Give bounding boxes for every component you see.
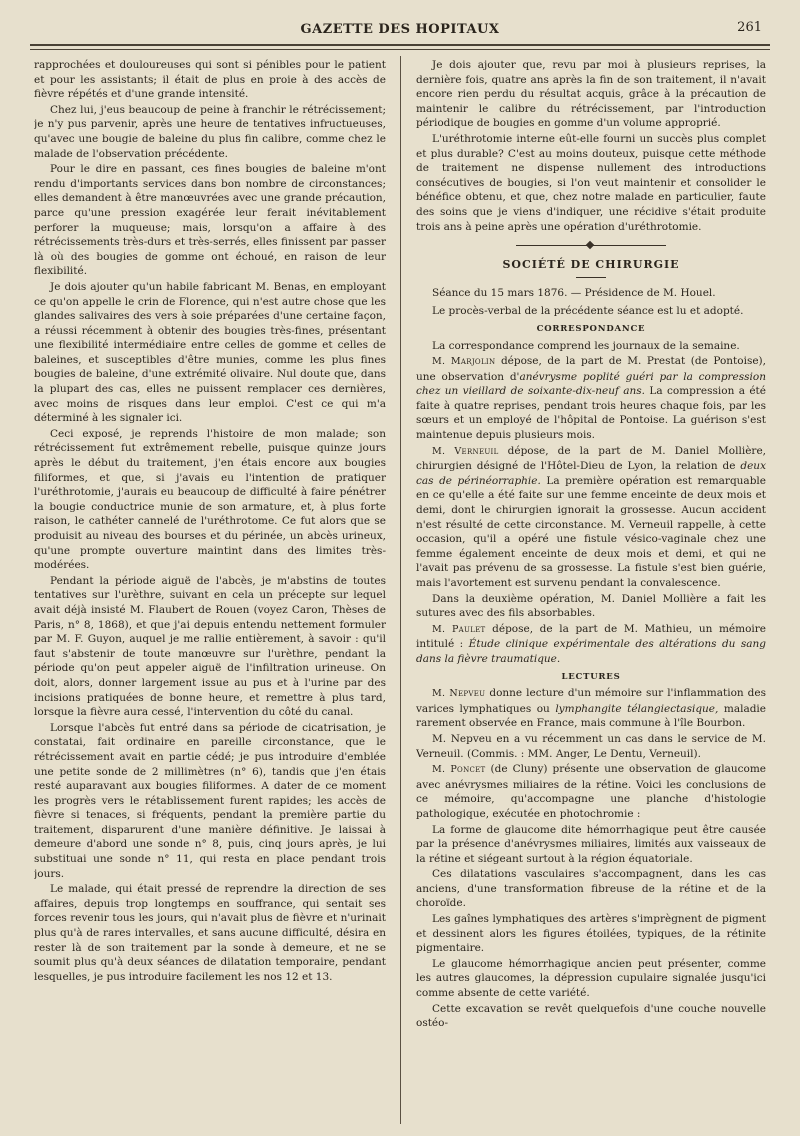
- diamond-icon: [586, 241, 594, 249]
- paragraph-verneuil: [416, 444, 766, 591]
- left-column: [34, 58, 386, 1128]
- minutes-line: Le procès-verbal de la précédente séance est lu et adopté.: [432, 305, 744, 318]
- italic-title: Étude clinique expérimentale des altérations du sang dans la fièvre traumatique.: [416, 638, 766, 665]
- session-line: Séance du 15 mars 1876. — Présidence de M. Houel.: [432, 286, 716, 299]
- short-rule: [576, 277, 606, 278]
- page-number: 261: [737, 20, 762, 35]
- paragraph: M. Nepveu en a vu récemment un cas dans le service de M. Verneuil. (Commis. : MM. Anger, Le Dentu, Verneuil).: [416, 732, 766, 760]
- header-rule-thin: [30, 49, 770, 50]
- text-run: (de Cluny) présente une observation de glaucome avec anévrysmes miliaires de la rétine. Voici les conclusions de ce mémoire, qu'accompagne une planche d'histologie pathologique, exécutée en photochromie :: [416, 763, 766, 820]
- paragraph-paulet: [416, 622, 766, 667]
- speaker-name: M. Nepveu: [432, 688, 486, 700]
- paragraph: Les gaînes lymphatiques des artères s'imprègnent de pigment et dessinent alors les figures étoilées, typiques, de la rétinite pigmentaire.: [416, 913, 766, 955]
- header-rule-thick: [30, 44, 770, 46]
- paragraph: Cette excavation se revêt quelquefois d'une couche nouvelle ostéo-: [416, 1002, 766, 1030]
- italic-title: deux cas de périnéorraphie.: [416, 460, 766, 487]
- subsection-heading-correspondance: CORRESPONDANCE: [536, 323, 646, 334]
- subsection-heading-lectures: LECTURES: [561, 671, 621, 682]
- italic-title: anévrysme poplité guéri par la compression chez un vieillard de soixante-dix-neuf ans.: [416, 370, 766, 398]
- paragraph: Le glaucome hémorrhagique ancien peut présenter, comme les autres glaucomes, la dépression cupulaire signalée jusqu'ici comme absente de cette variété.: [416, 957, 766, 1000]
- text-run: dépose, de la part de M. Daniel Mollière, chirurgien désigné de l'Hôtel-Dieu de Lyon, la relation de: [416, 444, 766, 473]
- speaker-name: M. Marjolin: [432, 356, 496, 368]
- paragraph-marjolin: [416, 354, 766, 443]
- speaker-name: M. Poncet: [432, 764, 486, 776]
- text-run: La première opération est remarquable en ce qu'elle a été faite sur une femme enceinte de deux mois et demi, dont le chirurgien ignorait la grossesse. Aucun accident n'est résulté de cette circonstance. M. Verneuil rappelle, à cette occasion, qu'il a opéré une fistule vésico-vaginale chez une femme également enceinte de deux mois et demi, et qui ne l'avait pas prévenu de sa grossesse. La fistule s'est bien guérie, mais l'avortement est survenu pendant la convalescence.: [416, 474, 766, 589]
- paragraph: L'uréthrotomie interne eût-elle fourni un succès plus complet et plus durable? C'est au moins douteux, puisque cette méthode de traitement ne dispense nullement des introductions consécutives de bougies, si l'on veut maintenir et consolider le bénéfice obtenu, et que, chez notre malade en particulier, faute des soins que je viens d'indiquer, une récidive s'était produite trois ans à peine après une opération d'uréthrotomie.: [416, 132, 766, 233]
- paragraph: Pour le dire en passant, ces fines bougies de baleine m'ont rendu d'importants services dans bon nombre de circonstances; elles demandent à être manœuvrées avec une grande précaution, parce qu'une pression exagérée leur ferait inévitablement perforer la muqueuse; mais, lorsqu'on a affaire à des rétrécissements très-durs et très-serrés, elles finissent par passer là où des bougies de gomme ont échoué, en raison de leur flexibilité.: [34, 163, 386, 278]
- paragraph: Pendant la période aiguë de l'abcès, je m'abstins de toutes tentatives sur l'urèthre, suivant en cela un précepte sur lequel avait déjà insisté M. Flaubert de Rouen (voyez Caron, Thèses de Paris, n° 8, 1868), et que j'ai depuis entendu nettement formuler par M. F. Guyon, auquel je me rallie entièrement, à savoir : qu'il faut s'abstenir de toute manœuvre sur l'urèthre, pendant la période qu'on peut appeler aiguë de l'infiltration urineuse. On doit, alors, donner largement issue au pus et à l'urine par des incisions pratiquées de bonne heure, et remettre à plus tard, lorsque la fièvre aura cessé, l'intervention du côté du canal.: [34, 574, 386, 719]
- column-divider: [400, 56, 401, 1124]
- text-run: La compression a été faite à quatre reprises, pendant trois heures chaque fois, par les sœurs et un employé de l'hôpital de Pontoise. La guérison s'est maintenue depuis plusieurs mois.: [416, 385, 766, 442]
- section-ornament: [516, 242, 666, 248]
- text-run: dépose, de la part de M. Mathieu, un mémoire intitulé :: [416, 622, 766, 651]
- paragraph: Je dois ajouter qu'un habile fabricant M. Benas, en employant ce qu'on appelle le crin de Florence, qui n'est autre chose que les glandes salivaires des vers à soie préparées d'une certaine façon, a réussi récemment à obtenir des bougies très-fines, présentant une flexibilité intermédiaire entre celles de gomme et celles de baleines, et susceptibles d'être munies, comme les plus fines bougies de baleine, d'une extrémité olivaire. Nul doute que, dans la plupart des cas, elles ne puissent remplacer ces dernières, avec moins de risques dans leur emploi. C'est ce qui m'a déterminé à les signaler ici.: [34, 280, 386, 425]
- text-run: donne lecture d'un mémoire sur l'inflammation des varices lymphatiques ou: [416, 687, 766, 715]
- paragraph-nepveu: [416, 686, 766, 731]
- journal-title: GAZETTE DES HOPITAUX: [300, 22, 500, 37]
- paragraph: Le malade, qui était pressé de reprendre la direction de ses affaires, depuis trop longtemps en souffrance, qui sentait ses forces revenir tous les jours, qui n'avait plus de fièvre et n'urinait plus qu'à de rares intervalles, et sans aucune difficulté, désira en rester là de son traitement par la sonde à demeure, et ne se soumit plus qu'à deux séances de dilatation temporaire, pendant lesquelles, je pus introduire facilement les nos 12 et 13.: [34, 883, 386, 983]
- paragraph: Ceci exposé, je reprends l'histoire de mon malade; son rétrécissement fut extrêmement rebelle, puisque quinze jours après le début du traitement, j'en étais encore aux bougies filiformes, et que, si j'avais eu l'intention de pratiquer l'uréthrotomie, j'aurais eu beaucoup de difficulté à faire pénétrer la bougie conductrice munie de son armature, et, à plus forte raison, le cathéter cannelé de l'uréthrotome. Ce fut alors que se produisit au niveau des bourses et du périnée, un abcès urineux, qu'une prompte ouverture maintint dans des limites très-modérées.: [34, 427, 386, 572]
- paragraph: La forme de glaucome dite hémorrhagique peut être causée par la présence d'anévrysmes miliaires, limités aux vaisseaux de la rétine et siégeant surtout à la région équatoriale.: [416, 823, 766, 865]
- speaker-name: M. Verneuil: [432, 445, 499, 457]
- text-run: dépose, de la part de M. Prestat (de Pontoise), une observation d': [416, 355, 766, 383]
- section-title: SOCIÉTÉ DE CHIRURGIE: [502, 258, 680, 272]
- paragraph: Dans la deuxième opération, M. Daniel Mollière a fait les sutures avec des fils absorbables.: [416, 592, 766, 620]
- right-column: [416, 58, 766, 1128]
- speaker-name: M. Paulet: [432, 623, 486, 635]
- italic-term: lymphangite télangiectasique,: [555, 702, 719, 715]
- paragraph: Lorsque l'abcès fut entré dans sa période de cicatrisation, je constatai, fait ordinaire en pareille circonstance, que le rétrécissement avait en partie cédé; je pus introduire d'emblée une petite sonde de 2 millimètres (n° 6), tandis que j'en étais resté auparavant aux bougies filiformes. A dater de ce moment les progrès vers le rétablissement furent rapides; les accès de fièvre si tenaces, si fréquents, pendant la première partie du traitement, disparurent d'une manière définitive. Je laissai à demeure d'abord une sonde n° 8, puis, cinq jours après, je lui substituai une sonde n° 11, qui resta en place pendant trois jours.: [34, 721, 386, 880]
- paragraph: Ces dilatations vasculaires s'accompagnent, dans les cas anciens, d'une transformation fibreuse de la rétine et de la choroïde.: [416, 868, 766, 910]
- paragraph: rapprochées et douloureuses qui sont si pénibles pour le patient et pour les assistants; il était de plus en proie à des accès de fièvre répétés et d'une grande intensité.: [34, 59, 386, 101]
- paragraph: Je dois ajouter que, revu par moi à plusieurs reprises, la dernière fois, quatre ans après la fin de son traitement, il n'avait encore rien perdu du résultat acquis, grâce à la précaution de maintenir le calibre du rétrécissement, par l'introduction périodique de bougies en gomme d'un volume approprié.: [416, 59, 766, 130]
- paragraph: Chez lui, j'eus beaucoup de peine à franchir le rétrécissement; je n'y pus parvenir, après une heure de tentatives infructueuses, qu'avec une bougie de baleine du plus fin calibre, comme chez le malade de l'observation précédente.: [34, 103, 386, 160]
- paragraph: La correspondance comprend les journaux de la semaine.: [432, 339, 740, 352]
- text-run: maladie rarement observée en France, mais commune à l'île Bourbon.: [416, 702, 766, 730]
- paragraph-poncet: [416, 762, 766, 821]
